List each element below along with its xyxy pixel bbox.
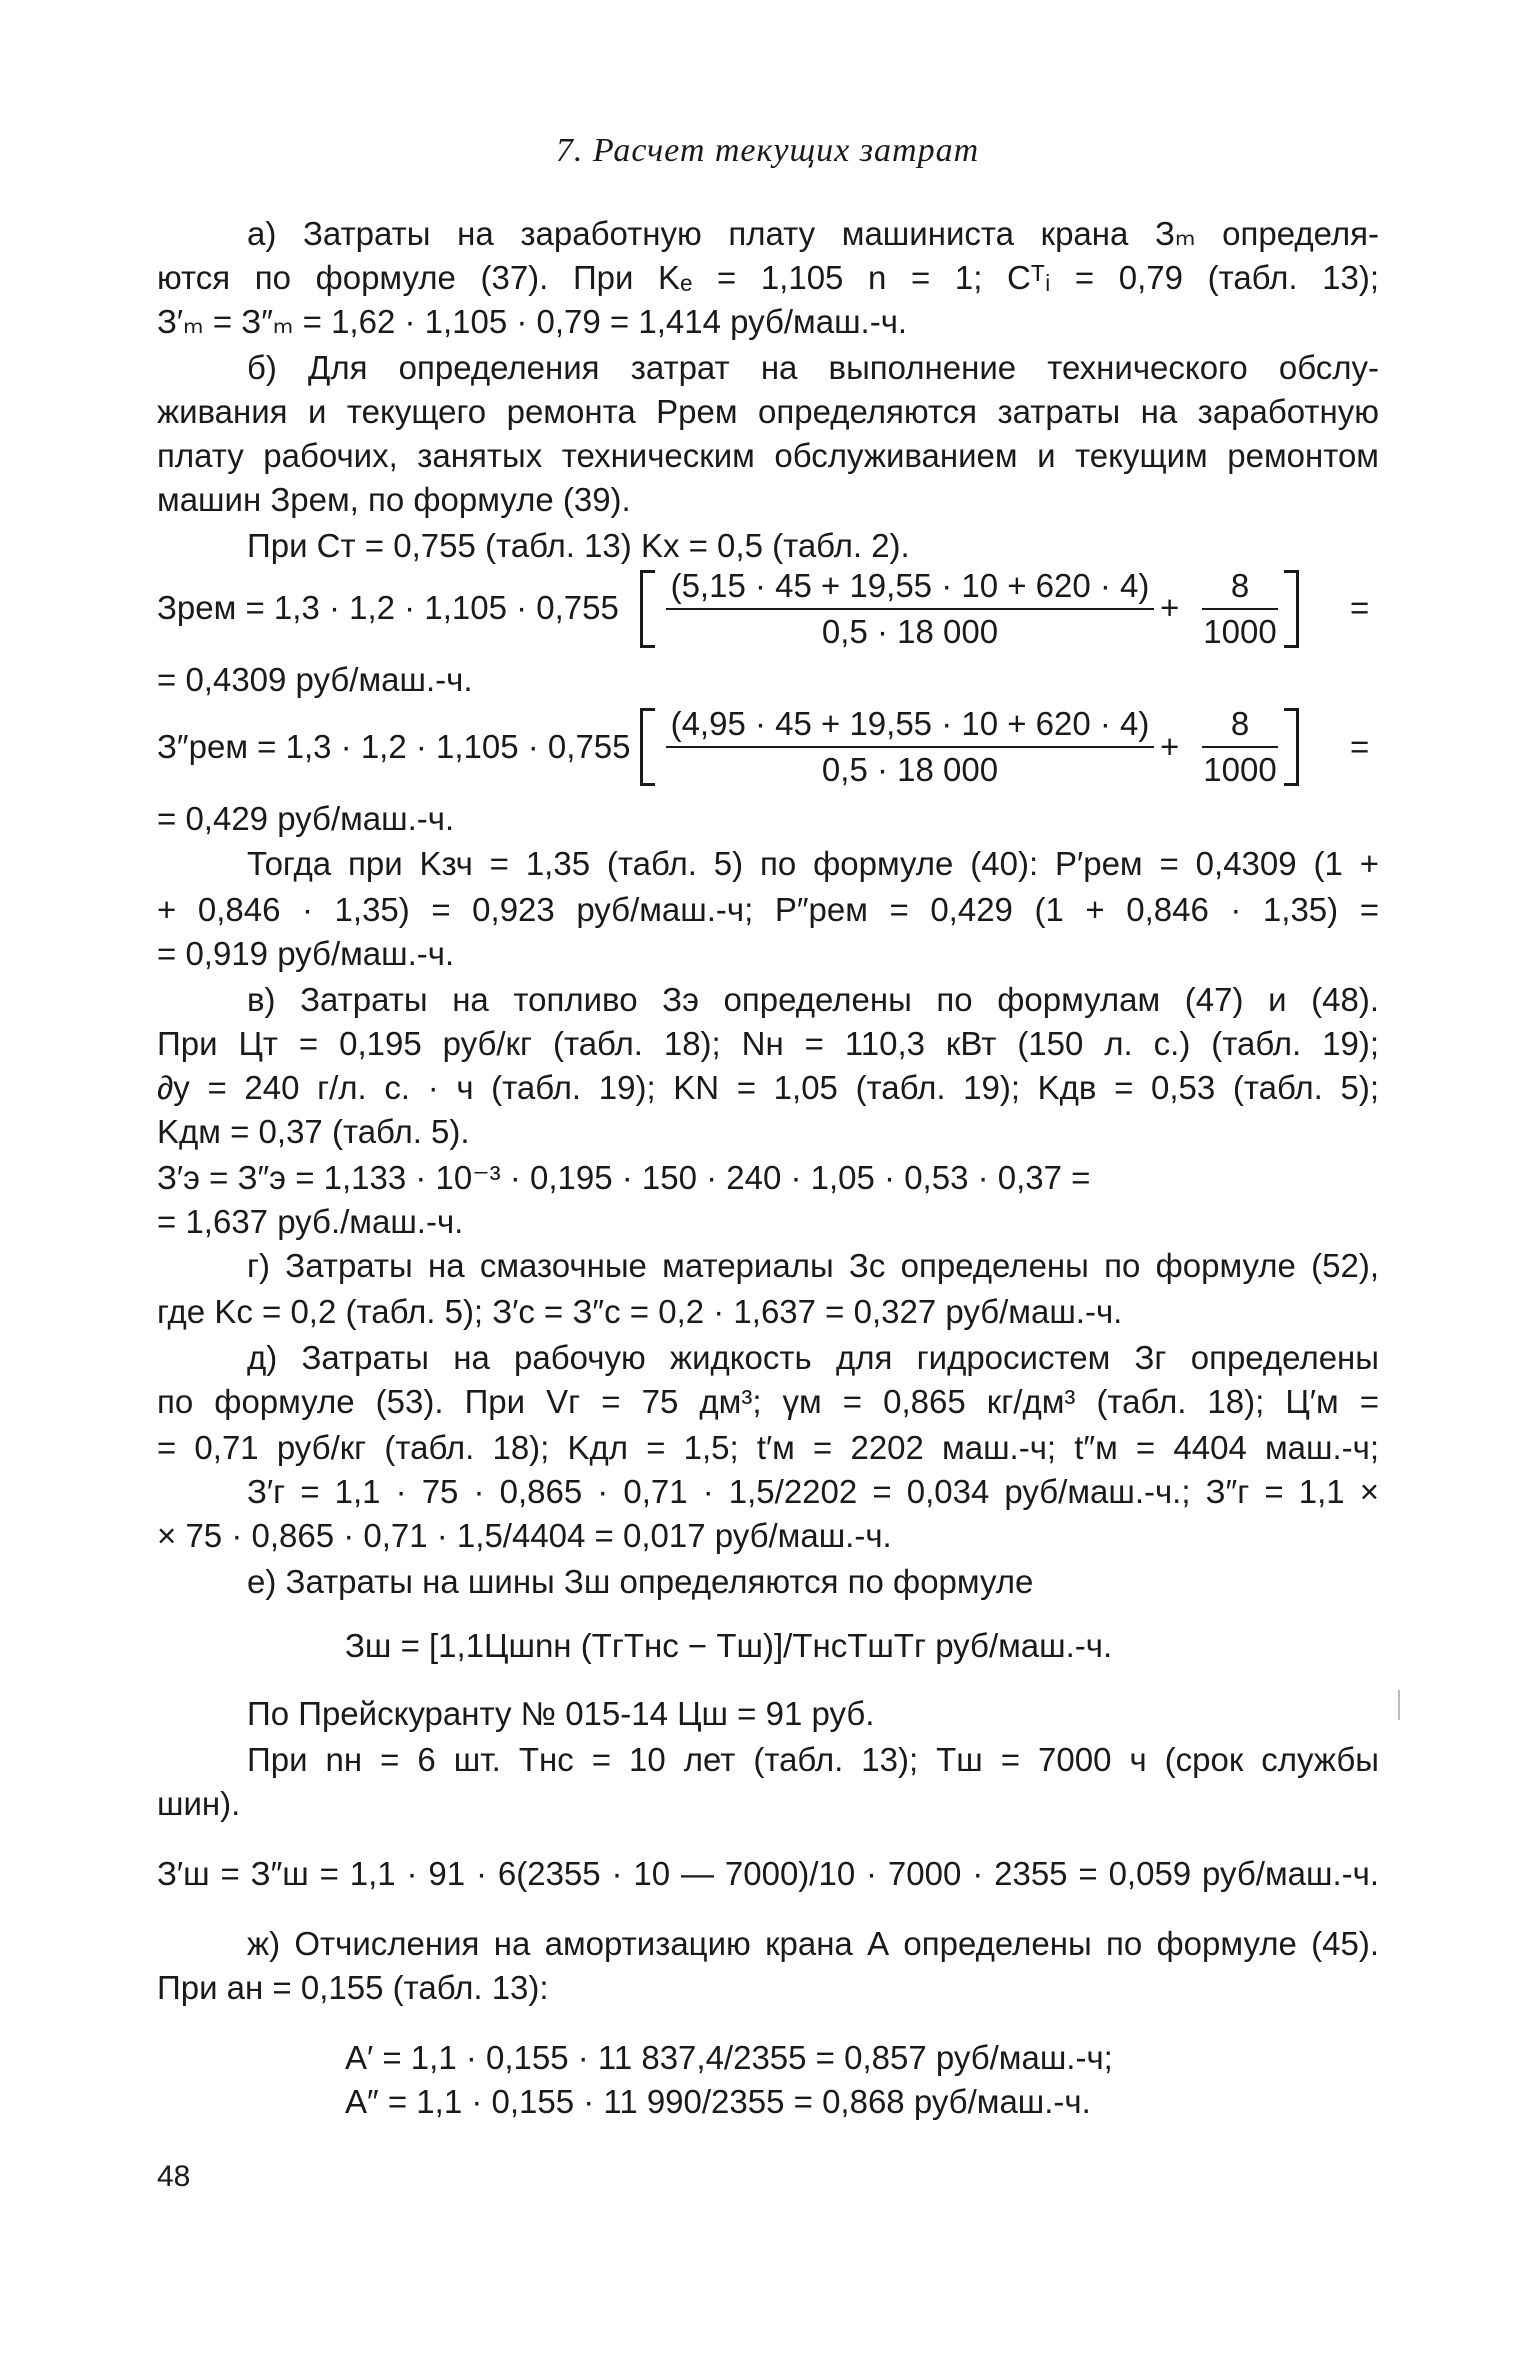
text-line: г) Затраты на смазочные материалы Зс определены по формуле (52), bbox=[247, 1247, 1379, 1284]
left-bracket bbox=[640, 570, 655, 648]
text-line: При aн = 0,155 (табл. 13): bbox=[157, 1969, 549, 2006]
text-line: Тогда при Kзч = 1,35 (табл. 5) по формуле (40): P′рем = 0,4309 (1 + bbox=[247, 845, 1379, 882]
fraction-bar bbox=[666, 746, 1154, 748]
text-line: З′э = З″э = 1,133 · 10⁻³ · 0,195 · 150 · 240 · 1,05 · 0,53 · 0,37 = bbox=[157, 1159, 1091, 1196]
formula-line: Зш = [1,1Цшnн (TгTнс − Tш)]/TнсTшTг руб/маш.-ч. bbox=[345, 1627, 1113, 1664]
text-line: При nн = 6 шт. Tнс = 10 лет (табл. 13); Tш = 7000 ч (срок службы bbox=[247, 1741, 1379, 1778]
text-line: где Kс = 0,2 (табл. 5); З′с = З″с = 0,2 · 1,637 = 0,327 руб/маш.-ч. bbox=[157, 1293, 1123, 1330]
formula-equals: = bbox=[1350, 589, 1370, 626]
text-line: По Прейскуранту № 015-14 Цш = 91 руб. bbox=[247, 1695, 875, 1732]
text-line: живания и текущего ремонта Pрем определяются затраты на заработную bbox=[157, 393, 1379, 430]
text-line: а) Затраты на заработную плату машиниста крана Зₘ определя- bbox=[247, 215, 1379, 252]
formula-denominator-2: 1000 bbox=[1203, 751, 1277, 788]
text-line: б) Для определения затрат на выполнение технического обслу- bbox=[247, 349, 1379, 386]
formula-numerator: (5,15 · 45 + 19,55 · 10 + 620 · 4) bbox=[670, 567, 1150, 604]
text-line: = 0,71 руб/кг (табл. 18); Kдл = 1,5; t′м = 2202 маш.-ч; t″м = 4404 маш.-ч; bbox=[157, 1429, 1379, 1466]
text-line: З′г = 1,1 · 75 · 0,865 · 0,71 · 1,5/2202 = 0,034 руб/маш.-ч.; З″г = 1,1 × bbox=[247, 1473, 1379, 1510]
formula-plus: + bbox=[1160, 589, 1180, 626]
formula-line: A′ = 1,1 · 0,155 · 11 837,4/2355 = 0,857 руб/маш.-ч; bbox=[345, 2039, 1113, 2076]
text-line: ются по формуле (37). При Kₑ = 1,105 n = 1; Cᵀᵢ = 0,79 (табл. 13); bbox=[157, 259, 1379, 296]
text-line: е) Затраты на шины Зш определяются по формуле bbox=[247, 1563, 1034, 1600]
right-bracket bbox=[1284, 708, 1299, 786]
formula-lhs: Зрем = 1,3 · 1,2 · 1,105 · 0,755 bbox=[157, 589, 619, 626]
page-number: 48 bbox=[157, 2160, 191, 2193]
fraction-bar bbox=[666, 608, 1154, 610]
formula-equals: = bbox=[1350, 728, 1370, 765]
formula-line: З′ш = З″ш = 1,1 · 91 · 6(2355 · 10 — 7000)/10 · 7000 · 2355 = 0,059 руб/маш.-ч. bbox=[157, 1855, 1379, 1892]
text-line: При Cт = 0,755 (табл. 13) Kх = 0,5 (табл. 2). bbox=[247, 527, 910, 564]
text-line: д) Затраты на рабочую жидкость для гидросистем Зг определены bbox=[247, 1339, 1379, 1376]
formula-denominator: 0,5 · 18 000 bbox=[821, 613, 999, 650]
text-line: = 0,429 руб/маш.-ч. bbox=[157, 800, 455, 837]
text-line: ж) Отчисления на амортизацию крана А определены по формуле (45). bbox=[247, 1925, 1379, 1962]
formula-lhs: З″рем = 1,3 · 1,2 · 1,105 · 0,755 bbox=[157, 728, 631, 765]
formula-numerator-2: 8 bbox=[1230, 567, 1250, 604]
text-line: Kдм = 0,37 (табл. 5). bbox=[157, 1113, 470, 1150]
section-title: 7. Расчет текущих затрат bbox=[555, 132, 980, 169]
formula-denominator-2: 1000 bbox=[1203, 613, 1277, 650]
text-line: в) Затраты на топливо Зэ определены по формулам (47) и (48). bbox=[247, 981, 1379, 1018]
text-line: машин Зрем, по формуле (39). bbox=[157, 481, 631, 518]
text-line: × 75 · 0,865 · 0,71 · 1,5/4404 = 0,017 руб/маш.-ч. bbox=[157, 1517, 892, 1554]
formula-numerator-2: 8 bbox=[1230, 705, 1250, 742]
text-line: = 0,4309 руб/маш.-ч. bbox=[157, 661, 473, 698]
formula-numerator: (4,95 · 45 + 19,55 · 10 + 620 · 4) bbox=[670, 705, 1150, 742]
left-bracket bbox=[640, 708, 655, 786]
text-line: + 0,846 · 1,35) = 0,923 руб/маш.-ч; P″рем = 0,429 (1 + 0,846 · 1,35) = bbox=[157, 891, 1379, 928]
formula-line: A″ = 1,1 · 0,155 · 11 990/2355 = 0,868 руб/маш.-ч. bbox=[345, 2083, 1091, 2120]
text-line: шин). bbox=[157, 1785, 241, 1822]
formula-plus: + bbox=[1160, 728, 1180, 765]
right-bracket bbox=[1284, 570, 1299, 648]
text-line: При Цт = 0,195 руб/кг (табл. 18); Nн = 110,3 кВт (150 л. с.) (табл. 19); bbox=[157, 1025, 1379, 1062]
text-line: З′ₘ = З″ₘ = 1,62 · 1,105 · 0,79 = 1,414 руб/маш.-ч. bbox=[157, 303, 908, 340]
text-line: по формуле (53). При Vг = 75 дм³; γм = 0,865 кг/дм³ (табл. 18); Ц′м = bbox=[157, 1383, 1379, 1420]
text-line: = 0,919 руб/маш.-ч. bbox=[157, 935, 455, 972]
text-line: = 1,637 руб./маш.-ч. bbox=[157, 1203, 464, 1240]
text-line: ∂у = 240 г/л. с. · ч (табл. 19); KN = 1,05 (табл. 19); Kдв = 0,53 (табл. 5); bbox=[157, 1069, 1379, 1106]
formula-denominator: 0,5 · 18 000 bbox=[821, 751, 999, 788]
text-line: плату рабочих, занятых техническим обслуживанием и текущим ремонтом bbox=[157, 437, 1379, 474]
fraction-bar bbox=[1202, 746, 1278, 748]
scan-mark bbox=[1398, 1690, 1400, 1720]
fraction-bar bbox=[1202, 608, 1278, 610]
